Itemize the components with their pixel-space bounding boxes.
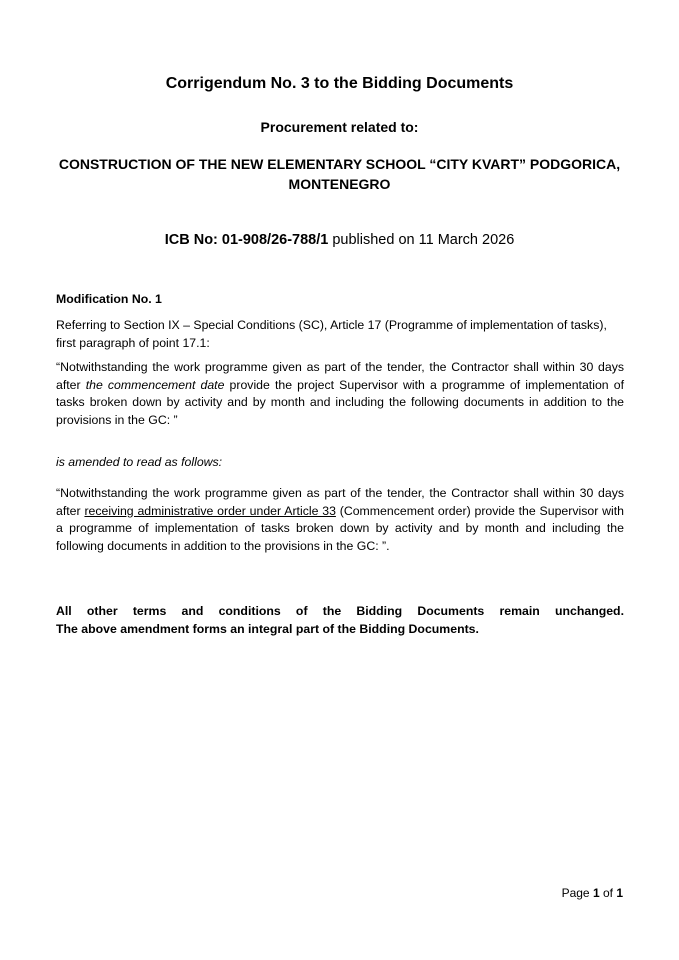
page-number (562, 885, 623, 901)
closing-line-2: The above amendment forms an integral part of the Bidding Documents. (56, 621, 479, 636)
original-text-italic: the commencement date (85, 377, 225, 392)
page-label: Page (561, 886, 593, 900)
amended-text-before: “Notwithstanding the work programme given as part of the tender, the Contractor shall within 30 days after (56, 486, 624, 518)
project-name: CONSTRUCTION OF THE NEW ELEMENTARY SCHOOL “CITY KVART” PODGORICA, MONTENEGRO (58, 156, 621, 192)
referring-paragraph: Referring to Section IX – Special Conditions (SC), Article 17 (Programme of implementation of tasks), first paragraph of point 17.1: (56, 318, 607, 350)
original-text-paragraph (56, 359, 624, 429)
document-subtitle: Procurement related to: (260, 119, 419, 135)
amended-text-after: (Commencement order) provide the Supervisor with a programme of implementation of tasks broken down by activity and by month and including the following documents in addition to the provisions in the GC: ”. (56, 503, 624, 553)
closing-line-1: All other terms and conditions of the Bidding Documents remain unchanged. (56, 604, 624, 618)
document-title: Corrigendum No. 3 to the Bidding Documents (165, 75, 514, 92)
icb-number: ICB No: 01-908/26-788/1 (164, 232, 329, 248)
modification-heading: Modification No. 1 (56, 292, 162, 306)
amended-text-underlined: receiving administrative order under Article 33 (84, 503, 336, 518)
original-text-before: “Notwithstanding the work programme given as part of the tender, the Contractor shall within 30 days after (56, 360, 624, 392)
icb-published-date: published on 11 March 2026 (328, 232, 515, 248)
amended-text-paragraph (56, 485, 624, 555)
closing-statement (56, 603, 624, 638)
original-text-after: provide the project Supervisor with a programme of implementation of tasks broken down by activity and by month and including the following documents in addition to the provisions in the GC: ” (56, 377, 624, 427)
page-total: 1 (616, 886, 623, 900)
amended-label: is amended to read as follows: (56, 455, 223, 469)
page-current: 1 (592, 886, 600, 900)
icb-line (0, 230, 679, 250)
page-of-label: of (599, 886, 617, 900)
